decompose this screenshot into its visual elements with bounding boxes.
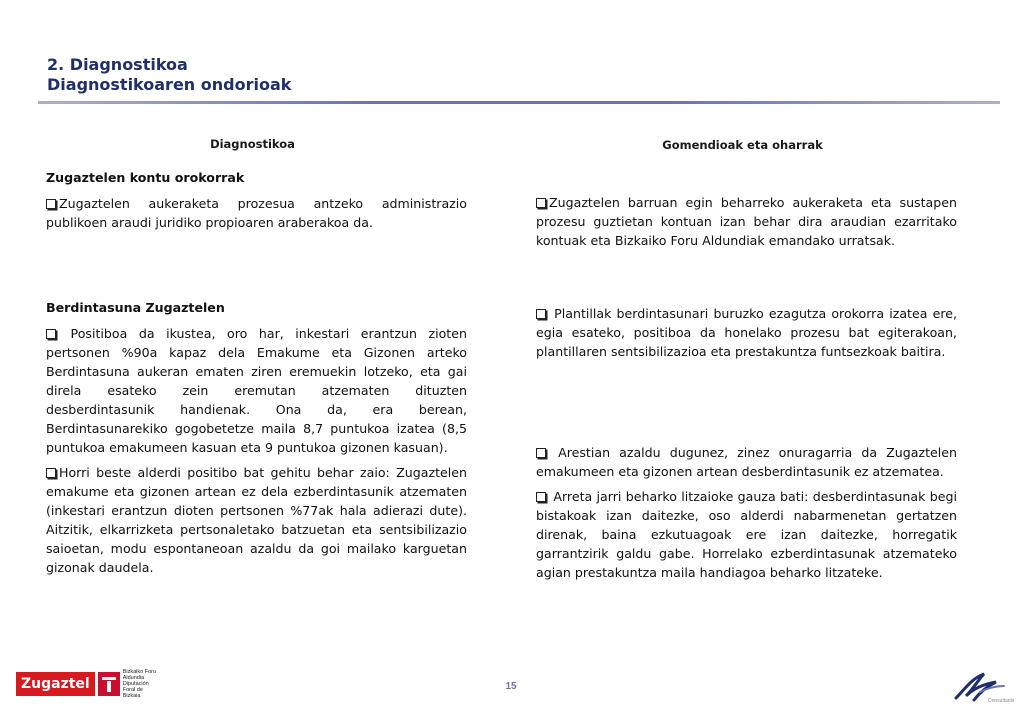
right-paragraph-2 <box>536 304 957 367</box>
left-section-general <box>46 168 467 238</box>
footer-logos <box>16 669 157 699</box>
checkbox-bullet-icon <box>46 199 56 209</box>
left-section-equality <box>46 298 467 583</box>
right-paragraph-3 <box>536 443 957 588</box>
checkbox-bullet-icon <box>46 468 56 478</box>
paragraph: Plantillak berdintasunari buruzko ezagutza orokorra izatea ere, egia esateko, positiboa da honelako prozesu bat egiterakoan, plantillaren sentsibilizazioa eta prestakuntza funtsezkoak baitira. <box>536 306 957 359</box>
paragraph: Arreta jarri beharko litzaioke gauza bati: desberdintasunak begi bistakoak izan daitezke, oso alderdi nabarmenetan gertatzen direnak, baina ezkutuagoak ere izan daitezke, horregatik garrantzirik galdu gabe. Horrelako ezberdintasunak atzemateko agian prestakuntza maila handiagoa beharko litzateke. <box>536 489 957 580</box>
checkbox-bullet-icon <box>536 448 546 458</box>
checkbox-bullet-icon <box>536 309 546 319</box>
sf-logo-swoosh-icon <box>956 674 996 700</box>
zugaztel-logo: Zugaztel <box>16 672 95 696</box>
sf-consultants-logo <box>950 668 1015 704</box>
sf-logo-caption: Consultants <box>988 698 1015 704</box>
section-subtitle: Diagnostikoaren ondorioak <box>47 75 292 94</box>
right-paragraph-1 <box>536 193 957 256</box>
checkbox-bullet-icon <box>536 492 546 502</box>
left-column-heading: Diagnostikoa <box>210 137 295 151</box>
bizkaia-logo <box>98 669 157 699</box>
section-number-title: 2. Diagnostikoa <box>47 55 188 74</box>
paragraph: Positiboa da ikustea, oro har, inkestari erantzun zioten pertsonen %90a kapaz dela Emakume eta Gizonen arteko Berdintasuna aukeran ematen ziren eremuekin lotzeko, eta gai direla esateko zein eremutan atzematen dituzten desberdintasunik handienak. Ona da, era berean, Berdintasunarekiko gogobetetze maila 8,7 puntukoa izatea (8,5 puntukoa emakumeen kasuan eta 9 puntukoa gizonen kasuan). <box>46 326 467 455</box>
section-title: Berdintasuna Zugaztelen <box>46 300 225 315</box>
checkbox-bullet-icon <box>536 198 546 208</box>
paragraph: Zugaztelen aukeraketa prozesua antzeko administrazio publikoen araudi juridiko propioaren araberakoa da. <box>46 196 467 230</box>
section-title: Zugaztelen kontu orokorrak <box>46 170 245 185</box>
bizkaia-emblem-icon <box>98 672 120 696</box>
paragraph: Horri beste alderdi positibo bat gehitu behar zaio: Zugaztelen emakume eta gizonen artean ez dela ezberdintasunik atzematen (inkestari erantzun dioten pertsonen %77ak hala adierazi dute). Aitzitik, elkarrizketa pertsonaletako batzuetan eta sentsibilizazio saioetan, modu espontaneoan azaldu da goi mailako karguetan gizonak daudela. <box>46 465 467 575</box>
page-title <box>47 55 291 95</box>
right-column-heading: Gomendioak eta oharrak <box>662 138 823 152</box>
checkbox-bullet-icon <box>46 329 56 339</box>
page-number: 15 <box>505 681 517 692</box>
title-divider <box>38 101 1000 104</box>
bizkaia-institution-text: Bizkaiko Foru Aldundia Diputación Foral de Bizkaia <box>122 669 157 699</box>
paragraph: Zugaztelen barruan egin beharreko aukeraketa eta sustapen prozesu guztietan kontuan izan behar dira araudian ezarritako kontuak eta Bizkaiko Foru Aldundiak emandako urratsak. <box>536 195 957 248</box>
paragraph: Arestian azaldu dugunez, zinez onuragarria da Zugaztelen emakumeen eta gizonen artean desberdintasunik ez atzematea. <box>536 445 957 479</box>
